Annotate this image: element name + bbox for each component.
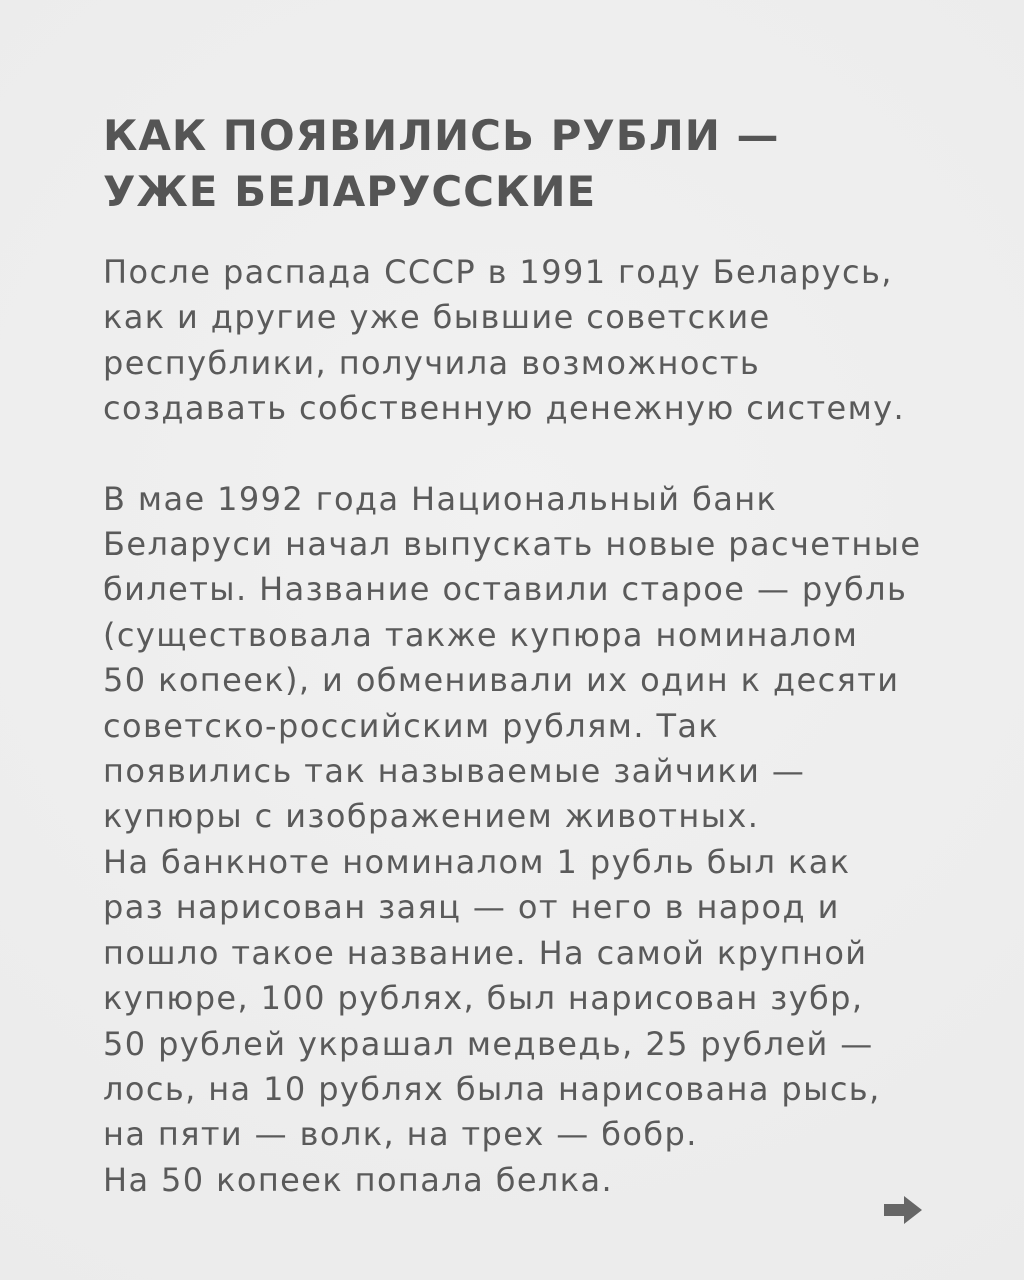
text-line: Беларуси начал выпускать новые расчетные [103, 525, 922, 564]
arrow-right-icon[interactable] [884, 1196, 922, 1224]
content [103, 108, 983, 1203]
text-line: лось, на 10 рублях была нарисована рысь, [103, 1069, 881, 1108]
text-line: раз нарисован заяц — от него в народ и [103, 888, 840, 927]
title-line: КАК ПОЯВИЛИСЬ РУБЛИ — [103, 111, 780, 160]
text-line: 50 рублей украшал медведь, 25 рублей — [103, 1024, 874, 1063]
text-line: После распада СССР в 1991 году Беларусь, [103, 253, 893, 291]
text-line: На банкноте номиналом 1 рубль был как [103, 842, 851, 881]
text-line: на пяти — волк, на трех — бобр. [103, 1115, 698, 1154]
text-line: как и другие уже бывшие советские [103, 298, 771, 337]
text-line: 50 копеек), и обменивали их один к десяти [103, 661, 900, 700]
text-line: В мае 1992 года Национальный банк [103, 479, 778, 518]
arrow-right-icon-graphic [884, 1196, 922, 1224]
text-line: республики, получила возможность [103, 343, 761, 382]
text-line: купюре, 100 рублях, был нарисован зубр, [103, 979, 864, 1018]
paragraph-history [103, 477, 983, 1204]
text-line: купюры с изображением животных. [103, 797, 760, 836]
page-title [103, 108, 983, 220]
text-line: билеты. Название оставили старое — рубль [103, 570, 908, 609]
text-line: На 50 копеек попала белка. [103, 1160, 614, 1199]
text-line: (существовала также купюра номиналом [103, 615, 859, 654]
text-line: пошло такое название. На самой крупной [103, 933, 868, 972]
text-line: советско-российским рублям. Так [103, 706, 720, 745]
title-line: УЖЕ БЕЛАРУССКИЕ [103, 167, 597, 216]
text-line: создавать собственную денежную систему. [103, 389, 906, 428]
paragraph-intro [103, 250, 983, 432]
text-line: появились так называемые зайчики — [103, 752, 806, 791]
